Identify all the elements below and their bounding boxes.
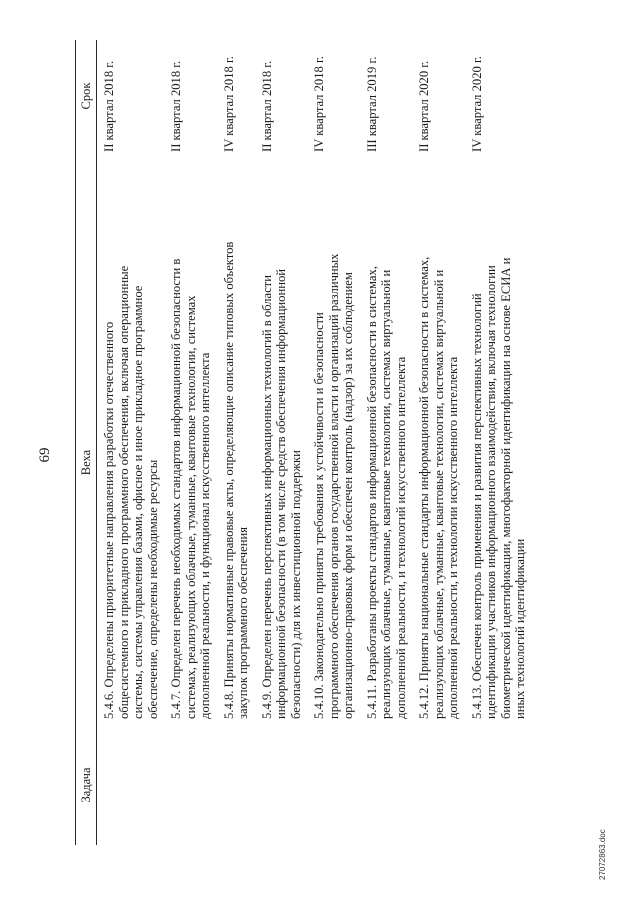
- deadline-cell: III квартал 2019 г.: [364, 56, 379, 152]
- milestone-line: 5.4.12. Приняты национальные стандарты информационной безопасности в системах,: [417, 256, 431, 719]
- table-row: [169, 40, 213, 845]
- header-deadline: Срок: [79, 82, 93, 110]
- milestones-table: [75, 40, 537, 845]
- milestone-line: дополненной реальности, и технологий искусственного интеллекта: [393, 356, 408, 719]
- milestone-cell: [312, 200, 356, 725]
- page-number: 69: [37, 447, 53, 463]
- milestone-line: 5.4.8. Приняты нормативные правовые акты, определяющие описание типовых объектов: [221, 241, 236, 719]
- milestone-line: биометрической идентификации, многофакторной идентификации на основе ЕСИА и: [498, 257, 513, 719]
- milestone-line: реализующих облачные, туманные, квантовые технологии, системах виртуальной и: [431, 269, 446, 719]
- table-row: [365, 40, 409, 845]
- footer-filename: 27072863.doc: [598, 829, 607, 880]
- task-cell: [102, 725, 160, 845]
- task-cell: [312, 725, 356, 845]
- milestone-line: системы, системы управления базами, офисное и иное прикладное программное: [131, 285, 145, 719]
- milestone-line: системах, реализующих облачные, туманные, квантовые технологии, системах: [183, 295, 198, 719]
- deadline-cell: II квартал 2020 г.: [417, 60, 431, 152]
- task-cell: [222, 725, 251, 845]
- deadline-cell: IV квартал 2018 г.: [221, 56, 236, 152]
- deadline-cell: II квартал 2018 г.: [169, 60, 183, 152]
- milestone-line: безопасности) для их инвестиционной поддержки: [288, 450, 303, 719]
- milestone-line: закупок программного обеспечения: [236, 526, 250, 719]
- header-task: Задача: [79, 767, 93, 803]
- milestone-line: реализующих облачные, туманные, квантовые технологии, системах виртуальной и: [379, 269, 393, 719]
- milestone-cell: [169, 200, 213, 725]
- table-row: [102, 40, 160, 845]
- deadline-cell: II квартал 2018 г.: [102, 60, 116, 152]
- task-cell: [260, 725, 304, 845]
- milestone-line: дополненной реальности, и функционал искусственного интеллекта: [198, 352, 212, 719]
- header-milestone: Веха: [79, 449, 93, 476]
- deadline-cell: II квартал 2018 г.: [259, 60, 274, 152]
- task-cell: [365, 725, 409, 845]
- task-cell: [417, 725, 461, 845]
- milestone-line: дополненной реальности, и технологии искусственного интеллекта: [446, 356, 460, 719]
- table-row: [260, 40, 304, 845]
- milestone-line: идентификации участников информационного взаимодействия, включая технологии: [484, 265, 498, 719]
- deadline-cell: IV квартал 2018 г.: [312, 56, 326, 152]
- milestone-cell: [260, 200, 304, 725]
- milestone-line: обеспечение, определены необходимые ресурсы: [145, 459, 160, 719]
- milestone-line: информационной безопасности (в том числе средств обеспечения информационной: [274, 269, 288, 719]
- task-cell: [470, 725, 528, 845]
- task-cell: [169, 725, 213, 845]
- milestone-line: иных технологий идентификации: [513, 538, 527, 719]
- milestone-cell: [417, 200, 461, 725]
- milestone-cell: [222, 200, 251, 725]
- milestone-line: 5.4.6. Определены приоритетные направления разработки отечественного: [102, 321, 116, 719]
- table-body: [97, 40, 528, 845]
- table-row: [312, 40, 356, 845]
- deadline-cell: IV квартал 2020 г.: [469, 56, 484, 152]
- milestone-line: 5.4.10. Законодательно приняты требования к устойчивости и безопасности: [312, 312, 326, 719]
- milestone-line: 5.4.11. Разработаны проекты стандартов информационной безопасности в системах,: [364, 266, 379, 719]
- table-row: [417, 40, 461, 845]
- milestone-line: 5.4.13. Обеспечен контроль применения и развития перспективных технологий: [469, 293, 484, 719]
- milestone-line: программного обеспечения органов государственной власти и организаций различных: [326, 253, 341, 719]
- milestone-cell: [365, 200, 409, 725]
- milestone-line: организационно-правовых форм и обеспечен контроль (надзор) за их соблюдением: [341, 272, 355, 719]
- table-row: [222, 40, 251, 845]
- milestone-line: 5.4.9. Определен перечень перспективных информационных технологий в области: [259, 275, 274, 719]
- table-header-row: [75, 40, 97, 845]
- table-row: [470, 40, 528, 845]
- milestone-cell: [102, 200, 160, 725]
- milestone-line: общесистемного и прикладного программного обеспечения, включая операционные: [116, 265, 131, 719]
- milestone-line: 5.4.7. Определен перечень необходимых стандартов информационной безопасности в: [169, 258, 183, 719]
- milestone-cell: [470, 200, 528, 725]
